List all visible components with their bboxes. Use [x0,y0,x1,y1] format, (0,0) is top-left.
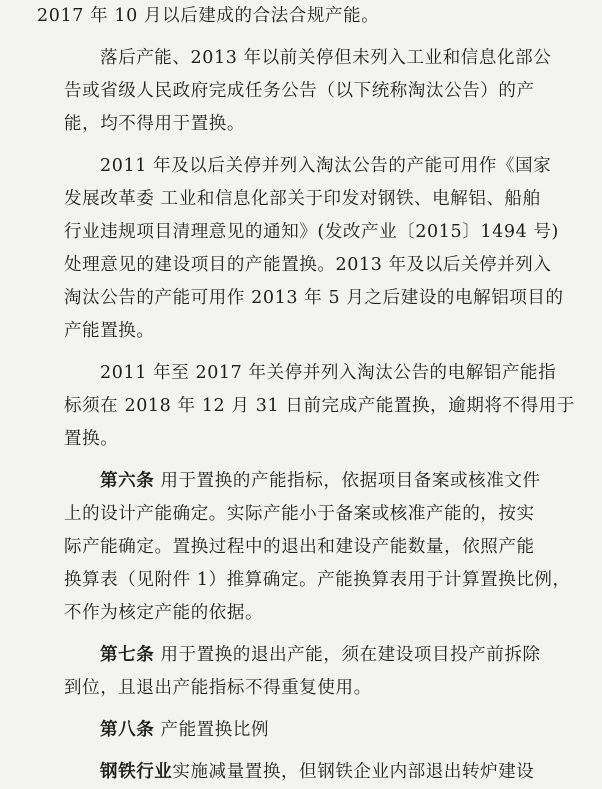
paragraph-continuation [37,0,572,33]
article-text: 产能置换比例 [154,720,270,740]
article-text: 用于置换的产能指标，依据项目备案或核准文件 [154,471,541,491]
text-line: 能，均不得用于置换。 [64,114,245,134]
text-line: 2011 年及以后关停并列入淘汰公告的产能可用作《国家 [100,156,552,176]
article-six [64,465,572,630]
paragraph-aluminum-deadline [64,357,575,456]
text-line [64,465,572,498]
article-seven [64,639,572,705]
steel-industry-paragraph [64,756,572,789]
article-text: 用于置换的退出产能，须在建设项目投产前拆除 [154,645,541,665]
paragraph-obsolete-capacity [64,42,572,141]
article-heading: 第七条 [100,645,155,665]
text-line: 到位，且退出产能指标不得重复使用。 [64,678,372,698]
paragraph-2011-closures [64,150,572,348]
text-line: 置换。 [64,429,119,449]
text-line [64,639,572,672]
text-line: 上的设计产能确定。实际产能小于备案或核准产能的，按实 [64,504,535,524]
text-line: 淘汰公告的产能可用作 2013 年 5 月之后建设的电解铝项目的 [64,288,564,308]
text-line [64,756,572,789]
article-heading: 第六条 [100,471,155,491]
article-eight [64,714,572,747]
text-line: 2011 年至 2017 年关停并列入淘汰公告的电解铝产能指 [100,363,557,383]
text-line: 2017 年 10 月以后建成的合法合规产能。 [37,6,380,26]
text-line: 发展改革委 工业和信息化部关于印发对钢铁、电解铝、船舶 [64,189,541,209]
text-line: 告或省级人民政府完成任务公告（以下统称淘汰公告）的产 [64,81,535,101]
industry-text: 实施减量置换，但钢铁企业内部退出转炉建设 [172,762,535,782]
text-line: 标须在 2018 年 12 月 31 日前完成产能置换，逾期将不得用于 [64,396,575,416]
article-heading: 第八条 [100,720,155,740]
text-line: 产能置换。 [64,321,155,341]
text-line: 处理意见的建设项目的产能置换。2013 年及以后关停并列入 [64,255,552,275]
text-line: 换算表（见附件 1）推算确定。产能换算表用于计算置换比例， [64,570,571,590]
text-line [64,714,572,747]
text-line: 落后产能、2013 年以前关停但未列入工业和信息化部公 [100,48,552,68]
text-line: 际产能确定。置换过程中的退出和建设产能数量，依照产能 [64,537,535,557]
text-line: 行业违规项目清理意见的通知》(发改产业〔2015〕1494 号) [64,222,559,242]
text-line: 不作为核定产能的依据。 [64,603,264,623]
industry-heading: 钢铁行业 [100,762,173,782]
